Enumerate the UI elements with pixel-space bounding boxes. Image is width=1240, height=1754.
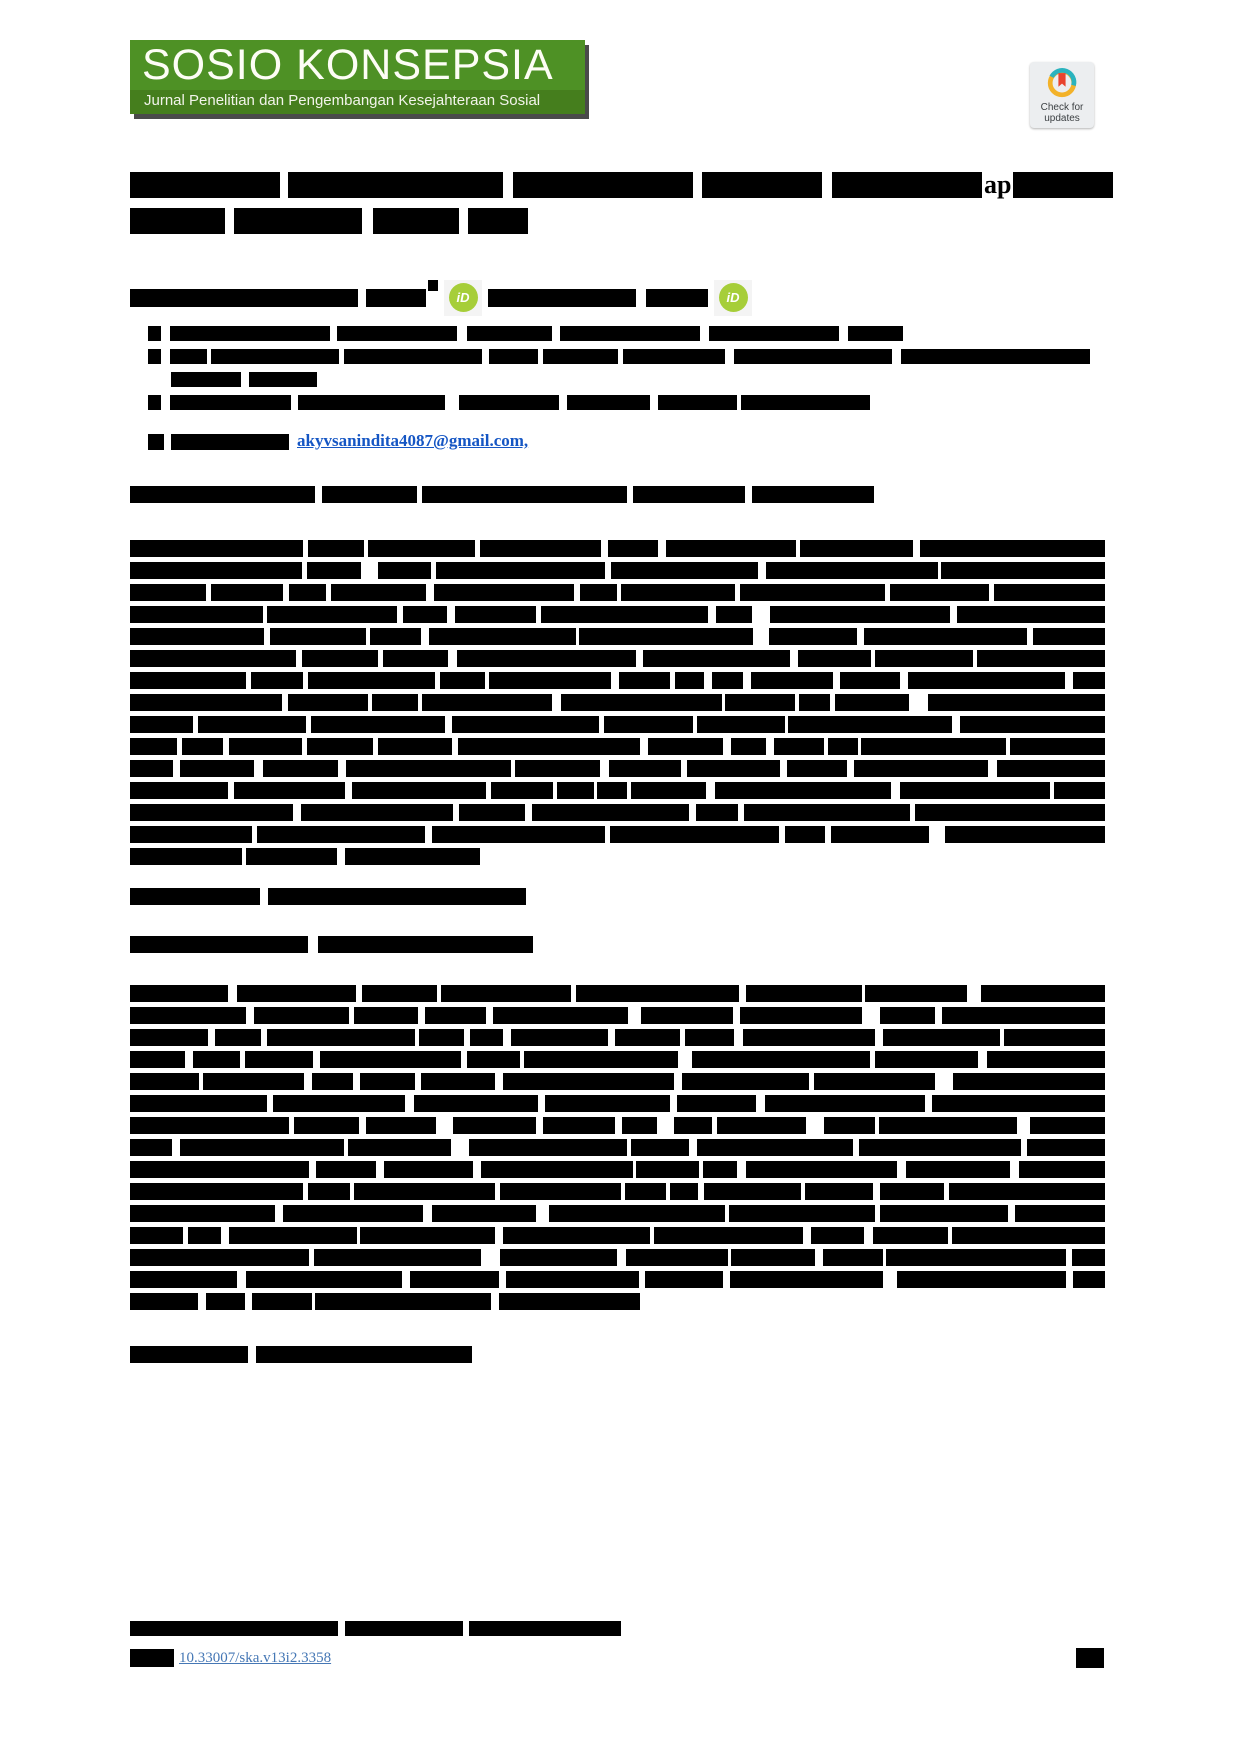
check-for-updates-badge[interactable] xyxy=(1030,62,1094,128)
orcid-icon[interactable]: iD xyxy=(444,280,482,316)
check-for-updates-icon xyxy=(1045,66,1079,100)
journal-tagline: Jurnal Penelitian dan Pengembangan Kesejahteraan Sosial xyxy=(130,90,585,114)
body-redacted-block xyxy=(130,985,1110,1315)
title-line-2 xyxy=(130,208,1115,238)
affiliation-1 xyxy=(148,326,1090,341)
article-title xyxy=(130,172,1115,244)
correspondence-line xyxy=(148,432,528,450)
affiliation-3 xyxy=(148,395,1090,410)
title-visible-fragment: ap xyxy=(984,170,1012,199)
badge-text-line1: Check for xyxy=(1040,102,1084,113)
doi-link[interactable]: 10.33007/ska.v13i2.3358 xyxy=(179,1649,332,1666)
affiliation-list xyxy=(148,326,1090,418)
submission-dates-line xyxy=(130,486,874,503)
author-superscript-redacted xyxy=(428,280,438,291)
journal-name: SOSIO KONSEPSIA xyxy=(142,41,554,89)
kata-kunci-line xyxy=(130,888,526,905)
badge-text-line2: updates xyxy=(1044,113,1080,124)
footer-citation-redacted xyxy=(130,1621,621,1636)
section-heading-redacted xyxy=(130,936,533,953)
orcid-icon[interactable]: iD xyxy=(714,280,752,316)
abstract-redacted-block xyxy=(130,540,1110,870)
doi-line xyxy=(130,1649,331,1667)
page-number-redacted xyxy=(1076,1648,1104,1668)
keywords-line xyxy=(130,1346,472,1363)
correspondence-email-link[interactable]: akyvsanindita4087@gmail.com, xyxy=(297,431,529,450)
title-line-1 xyxy=(130,172,1115,202)
affiliation-2 xyxy=(148,349,1090,364)
journal-logo xyxy=(130,40,585,114)
author-line xyxy=(130,280,758,316)
affiliation-2-continued xyxy=(148,372,1090,387)
